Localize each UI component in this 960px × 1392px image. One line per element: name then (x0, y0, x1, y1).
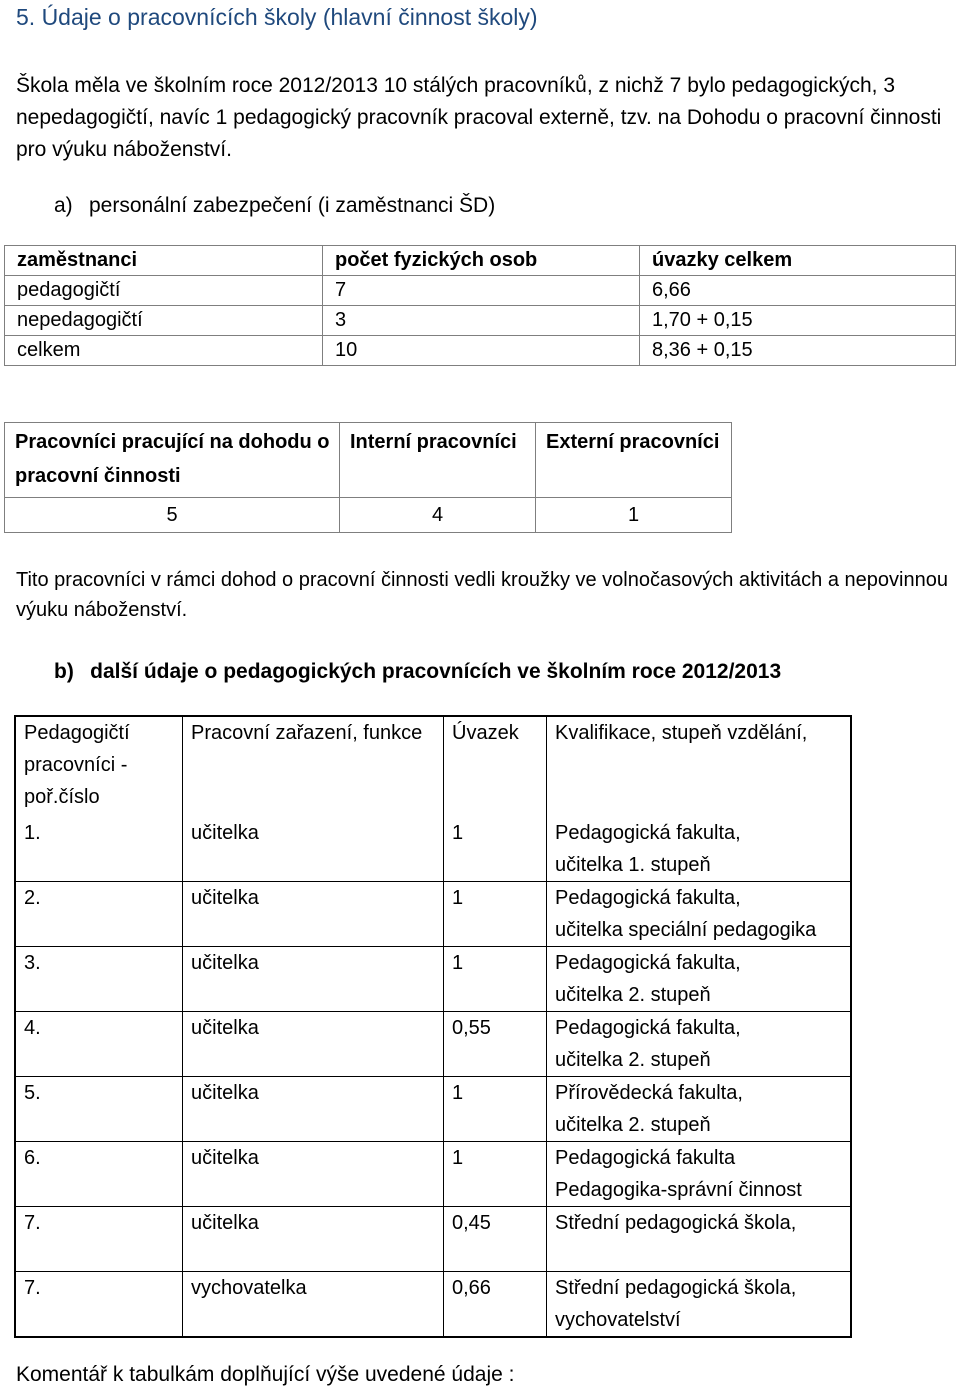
table-cell: 10 (323, 336, 640, 366)
cell-text: Pedagogická fakulta (555, 1147, 736, 1169)
cell-text: Pedagogická fakulta, (555, 887, 741, 909)
header-cell: počet fyzických osob (323, 246, 640, 276)
table-row (5, 336, 956, 366)
table-cell (444, 882, 547, 947)
comment-line: Komentář k tabulkám doplňující výše uvedené údaje : (16, 1363, 515, 1386)
contract-workers-table (4, 422, 732, 533)
cell-text-line2: učitelka 2. stupeň (555, 984, 711, 1006)
cell-text-line2: učitelka 1. stupeň (555, 854, 711, 876)
table-row (15, 1142, 851, 1207)
cell-text-line2: Pedagogika-správní činnost (555, 1179, 802, 1201)
table-cell: 8,36 + 0,15 (640, 336, 956, 366)
cell-text: učitelka (191, 822, 259, 844)
table-cell (444, 817, 547, 882)
header-cell: Pedagogičtí pracovníci - poř.číslo (15, 716, 183, 817)
table-cell: 6,66 (640, 276, 956, 306)
section-heading: 5. Údaje o pracovnících školy (hlavní činnost školy) (16, 4, 538, 30)
cell-text: Pedagogická fakulta, (555, 822, 741, 844)
table-header-row (15, 716, 851, 817)
subsection-a-title: a) personální zabezpečení (i zaměstnanci ŠD) (54, 194, 496, 217)
table-row (15, 947, 851, 1012)
table-row (15, 817, 851, 882)
cell-text: učitelka (191, 952, 259, 974)
table-cell (15, 1207, 183, 1272)
table-row (5, 306, 956, 336)
cell-text: 4. (24, 1017, 41, 1039)
table-cell (183, 817, 444, 882)
table-row (15, 1207, 851, 1272)
header-cell: Pracovníci pracující na dohodu o pracovní činnosti (5, 423, 340, 498)
table-cell (547, 1142, 852, 1207)
table-cell (183, 1207, 444, 1272)
cell-text: 0,45 (452, 1212, 491, 1234)
table-cell (15, 882, 183, 947)
table-cell (15, 1142, 183, 1207)
contract-note: Tito pracovníci v rámci dohod o pracovní činnosti vedli kroužky ve volnočasových aktivitách a nepovinnou výuku náboženství. (16, 569, 948, 621)
cell-text: 0,55 (452, 1017, 491, 1039)
table-cell: 3 (323, 306, 640, 336)
table-cell: celkem (5, 336, 323, 366)
cell-text: 7. (24, 1277, 41, 1299)
cell-text: Pedagogická fakulta, (555, 1017, 741, 1039)
header-cell: Úvazek (444, 716, 547, 817)
cell-text-line2: učitelka speciální pedagogika (555, 919, 817, 941)
pedagogical-staff-table (14, 715, 852, 1338)
subsection-b-title: b) další údaje o pedagogických pracovnících ve školním roce 2012/2013 (54, 660, 782, 683)
table-cell (15, 1272, 183, 1338)
table-cell (444, 1077, 547, 1142)
header-cell: Interní pracovníci (340, 423, 536, 498)
table-cell: 5 (5, 498, 340, 533)
cell-text: 1 (452, 822, 464, 844)
table-row (15, 1012, 851, 1077)
table-cell (15, 1012, 183, 1077)
cell-text: 5. (24, 1082, 41, 1104)
table-cell (15, 1077, 183, 1142)
table-cell: 1,70 + 0,15 (640, 306, 956, 336)
header-cell: Externí pracovníci (536, 423, 732, 498)
cell-text: 1 (452, 1082, 464, 1104)
cell-text: 2. (24, 887, 41, 909)
cell-text: Střední pedagogická škola, (555, 1277, 797, 1299)
table-cell: 7 (323, 276, 640, 306)
cell-text: Střední pedagogická škola, (555, 1212, 797, 1234)
table-cell (15, 947, 183, 1012)
table-cell: 1 (536, 498, 732, 533)
table-cell (183, 1077, 444, 1142)
cell-text: 1 (452, 887, 464, 909)
cell-text: 1 (452, 952, 464, 974)
table-row (15, 1077, 851, 1142)
table-cell (183, 1272, 444, 1338)
header-cell: úvazky celkem (640, 246, 956, 276)
table-row (15, 882, 851, 947)
cell-text: vychovatelka (191, 1277, 307, 1299)
table-cell (547, 817, 852, 882)
cell-text: učitelka (191, 887, 259, 909)
table-cell (444, 1272, 547, 1338)
cell-text-line2: vychovatelství (555, 1309, 681, 1331)
cell-text-line2: učitelka 2. stupeň (555, 1049, 711, 1071)
cell-text: učitelka (191, 1147, 259, 1169)
intro-paragraph: Škola měla ve školním roce 2012/2013 10 stálých pracovníků, z nichž 7 bylo pedagogických, 3 nepedagogičtí, navíc 1 pedagogický pracovník pracoval externě, tzv. na Dohodu o pracovní činnosti pro výuku náboženství. (16, 74, 942, 161)
cell-text: Přírovědecká fakulta, (555, 1082, 743, 1104)
table-header-row (5, 423, 732, 498)
table-cell (183, 1142, 444, 1207)
header-cell: Kvalifikace, stupeň vzdělání, (555, 722, 808, 744)
cell-text: 0,66 (452, 1277, 491, 1299)
table-cell (547, 882, 852, 947)
table-header-row (5, 246, 956, 276)
cell-text: učitelka (191, 1082, 259, 1104)
table-cell: nepedagogičtí (5, 306, 323, 336)
table-cell (444, 1012, 547, 1077)
cell-text: Pedagogická fakulta, (555, 952, 741, 974)
cell-text: 1. (24, 822, 41, 844)
table-cell (547, 1012, 852, 1077)
table-cell (547, 947, 852, 1012)
table-row (5, 498, 732, 533)
header-cell: zaměstnanci (5, 246, 323, 276)
cell-text: učitelka (191, 1017, 259, 1039)
table-cell (444, 947, 547, 1012)
table-cell (183, 882, 444, 947)
table-cell (547, 1272, 852, 1338)
table-cell (444, 1207, 547, 1272)
table-cell (183, 1012, 444, 1077)
cell-text: 1 (452, 1147, 464, 1169)
table-cell: pedagogičtí (5, 276, 323, 306)
cell-text-line2: učitelka 2. stupeň (555, 1114, 711, 1136)
cell-text: 6. (24, 1147, 41, 1169)
table-cell (183, 947, 444, 1012)
table-row (5, 276, 956, 306)
table-cell (15, 817, 183, 882)
cell-text: učitelka (191, 1212, 259, 1234)
staffing-table (4, 245, 956, 366)
table-cell: 4 (340, 498, 536, 533)
table-cell (547, 1077, 852, 1142)
cell-text: 7. (24, 1212, 41, 1234)
header-cell: Pracovní zařazení, funkce (183, 716, 444, 817)
table-cell (547, 1207, 852, 1272)
table-cell (444, 1142, 547, 1207)
table-row (15, 1272, 851, 1338)
cell-text: 3. (24, 952, 41, 974)
